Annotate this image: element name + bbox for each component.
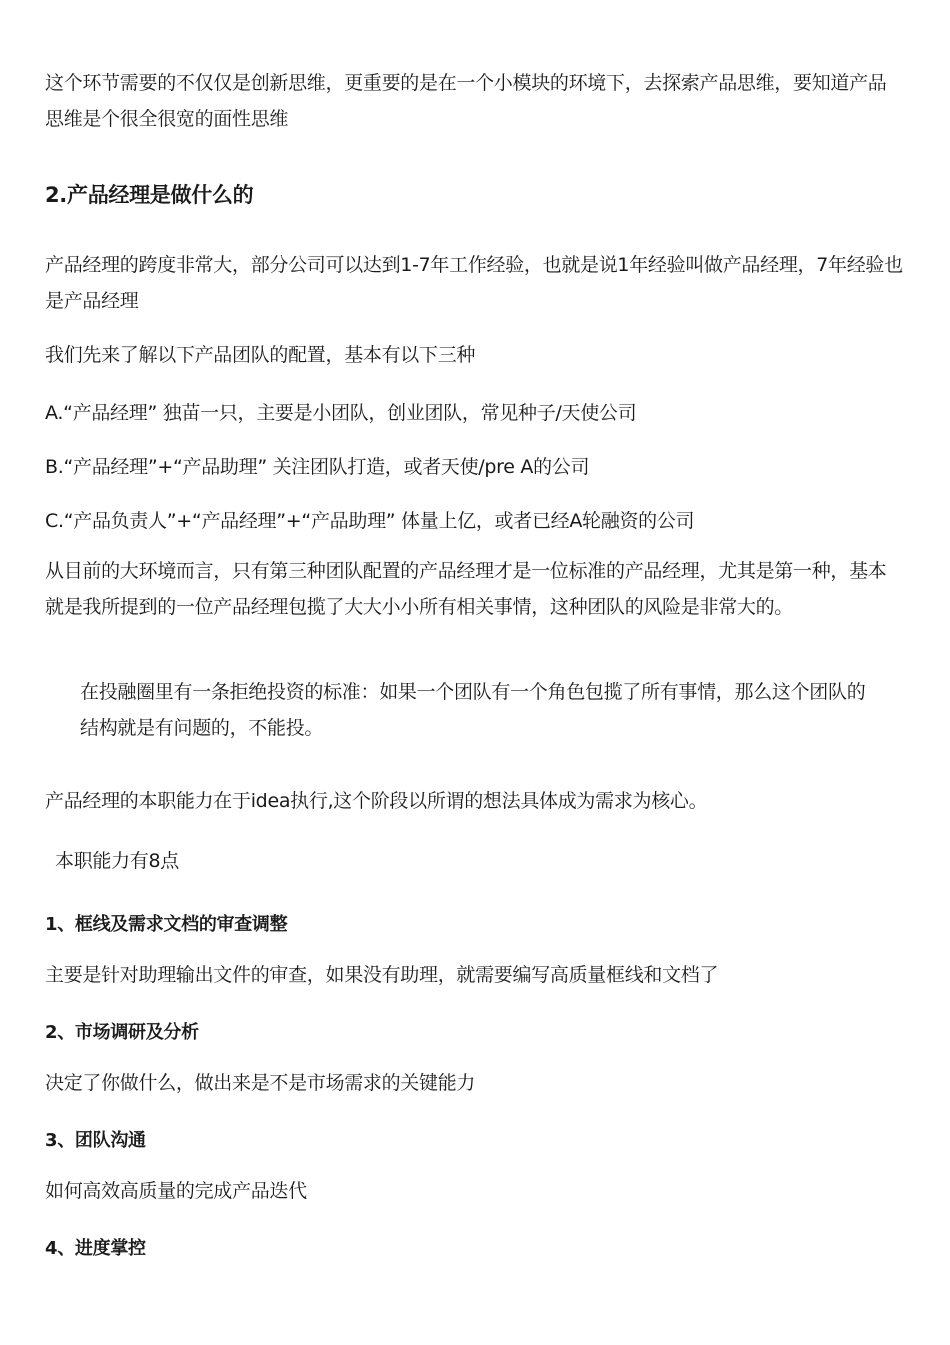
investment-quote: 在投融圈里有一条拒绝投资的标准：如果一个团队有一个角色包揽了所有事情，那么这个团队的结构就是有问题的，不能投。 bbox=[80, 681, 866, 739]
intro-paragraph: 这个环节需要的不仅仅是创新思维，更重要的是在一个小模块的环境下，去探索产品思维，要知道产品思维是个很全很宽的面性思维 bbox=[45, 72, 887, 130]
ability-4-title: 4、进度掌控 bbox=[45, 1238, 146, 1259]
section-heading: 2.产品经理是做什么的 bbox=[45, 183, 254, 207]
core-ability-paragraph: 产品经理的本职能力在于idea执行,这个阶段以所谓的想法具体成为需求为核心。 bbox=[45, 790, 708, 812]
option-b-paragraph: B.“产品经理”+“产品助理” 关注团队打造，或者天使/pre A的公司 bbox=[45, 456, 590, 478]
environment-paragraph: 从目前的大环境而言，只有第三种团队配置的产品经理才是一位标准的产品经理，尤其是第一种，基本就是我所提到的一位产品经理包揽了大大小小所有相关事情，这种团队的风险是非常大的。 bbox=[45, 560, 887, 618]
team-intro-paragraph: 我们先来了解以下产品团队的配置，基本有以下三种 bbox=[45, 344, 476, 366]
option-c-paragraph: C.“产品负责人”+“产品经理”+“产品助理” 体量上亿，或者已经A轮融资的公司 bbox=[45, 510, 695, 532]
ability-2-title: 2、市场调研及分析 bbox=[45, 1022, 199, 1043]
abilities-intro: 本职能力有8点 bbox=[55, 850, 179, 872]
ability-3-title: 3、团队沟通 bbox=[45, 1130, 146, 1151]
ability-1-title: 1、框线及需求文档的审查调整 bbox=[45, 914, 288, 935]
ability-1-desc: 主要是针对助理输出文件的审查，如果没有助理，就需要编写高质量框线和文档了 bbox=[45, 964, 719, 986]
ability-2-desc: 决定了你做什么，做出来是不是市场需求的关键能力 bbox=[45, 1072, 476, 1094]
option-a-paragraph: A.“产品经理” 独苗一只，主要是小团队，创业团队，常见种子/天使公司 bbox=[45, 402, 637, 424]
ability-3-desc: 如何高效高质量的完成产品迭代 bbox=[45, 1180, 307, 1202]
span-paragraph: 产品经理的跨度非常大，部分公司可以达到1-7年工作经验，也就是说1年经验叫做产品经理，7年经验也是产品经理 bbox=[45, 254, 903, 312]
